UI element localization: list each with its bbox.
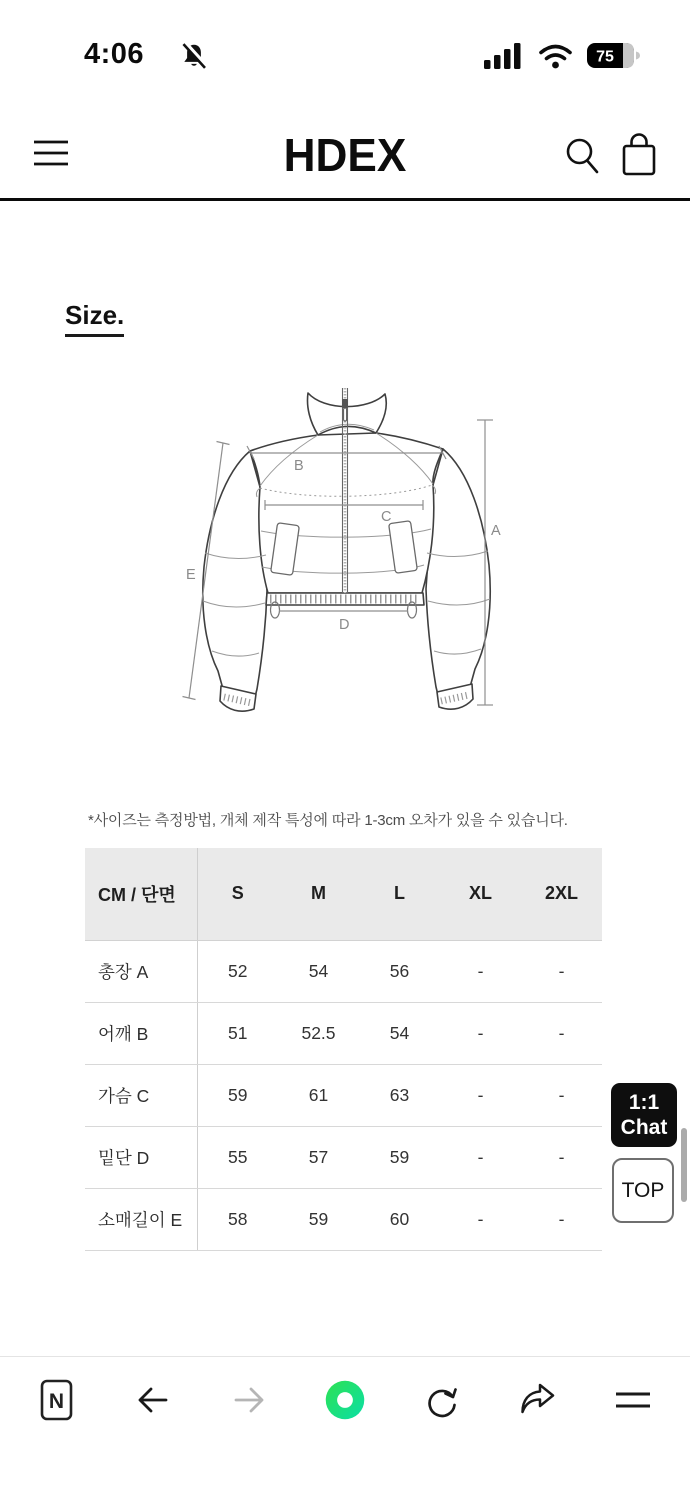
- diagram-label-chest: C: [381, 509, 392, 525]
- cell: 59: [197, 1064, 278, 1126]
- cell: 57: [278, 1126, 359, 1188]
- table-row: [85, 940, 602, 1002]
- shopping-bag-icon[interactable]: [618, 132, 660, 180]
- refresh-button[interactable]: [420, 1379, 462, 1421]
- scroll-to-top-button[interactable]: [612, 1158, 674, 1223]
- battery-icon: [587, 43, 641, 69]
- cell: -: [521, 940, 602, 1002]
- column-header: 2XL: [521, 848, 602, 940]
- table-row: [85, 1064, 602, 1126]
- chat-button-line2: Chat: [620, 1116, 668, 1139]
- wifi-icon: [537, 43, 574, 70]
- cell: 61: [278, 1064, 359, 1126]
- cell: -: [440, 1002, 521, 1064]
- top-button-label: TOP: [621, 1178, 665, 1202]
- back-button[interactable]: [132, 1379, 174, 1421]
- cell: 52: [197, 940, 278, 1002]
- column-header: L: [359, 848, 440, 940]
- cell: 59: [359, 1126, 440, 1188]
- chat-button-line1: 1:1: [628, 1090, 660, 1114]
- naver-greendot-button[interactable]: [324, 1379, 366, 1421]
- jacket-measurement-diagram: [160, 383, 540, 723]
- cell: -: [521, 1064, 602, 1126]
- cell: -: [440, 1064, 521, 1126]
- row-label: 밑단 D: [85, 1126, 197, 1188]
- size-note: *사이즈는 측정방법, 개체 제작 특성에 따라 1-3cm 오차가 있을 수 있습니다.: [88, 812, 568, 829]
- cell: -: [521, 1188, 602, 1250]
- brand-logo[interactable]: HDEX: [283, 129, 407, 181]
- cell: -: [521, 1126, 602, 1188]
- column-header: XL: [440, 848, 521, 940]
- cell: 54: [278, 940, 359, 1002]
- cell: -: [521, 1002, 602, 1064]
- forward-button[interactable]: [228, 1379, 270, 1421]
- toolbar-menu-icon[interactable]: [612, 1379, 654, 1421]
- row-label: 소매길이 E: [85, 1188, 197, 1250]
- table-row: [85, 1188, 602, 1250]
- naver-app-button[interactable]: [36, 1379, 78, 1421]
- cell: 59: [278, 1188, 359, 1250]
- share-button[interactable]: [516, 1379, 558, 1421]
- cell: 51: [197, 1002, 278, 1064]
- status-bar: [0, 0, 690, 100]
- signal-icon: [484, 43, 524, 70]
- diagram-label-hem: D: [339, 617, 350, 633]
- naver-n-glyph: N: [48, 1390, 65, 1413]
- search-icon[interactable]: [564, 136, 602, 176]
- size-table: [85, 848, 602, 1251]
- diagram-label-shoulder: B: [294, 458, 304, 474]
- row-label: 가슴 C: [85, 1064, 197, 1126]
- browser-toolbar: [0, 1356, 690, 1500]
- cell: 55: [197, 1126, 278, 1188]
- cell: 54: [359, 1002, 440, 1064]
- battery-percent: 75: [596, 48, 614, 66]
- column-header: CM / 단면: [85, 848, 197, 940]
- cell: -: [440, 1188, 521, 1250]
- clock: 4:06: [84, 38, 145, 70]
- column-header: M: [278, 848, 359, 940]
- cell: 52.5: [278, 1002, 359, 1064]
- row-label: 어깨 B: [85, 1002, 197, 1064]
- site-header: [0, 110, 690, 201]
- diagram-label-sleeve: E: [186, 567, 196, 583]
- cell: 56: [359, 940, 440, 1002]
- section-title: Size.: [65, 300, 124, 337]
- scrollbar[interactable]: [681, 1128, 687, 1202]
- bell-muted-icon: [180, 42, 208, 70]
- table-row: [85, 1126, 602, 1188]
- chat-button[interactable]: [611, 1083, 677, 1147]
- cell: 60: [359, 1188, 440, 1250]
- size-table-header-row: [85, 848, 602, 940]
- column-header: S: [197, 848, 278, 940]
- cell: 63: [359, 1064, 440, 1126]
- cell: 58: [197, 1188, 278, 1250]
- table-row: [85, 1002, 602, 1064]
- diagram-label-total-length: A: [491, 523, 501, 539]
- row-label: 총장 A: [85, 940, 197, 1002]
- cell: -: [440, 1126, 521, 1188]
- cell: -: [440, 940, 521, 1002]
